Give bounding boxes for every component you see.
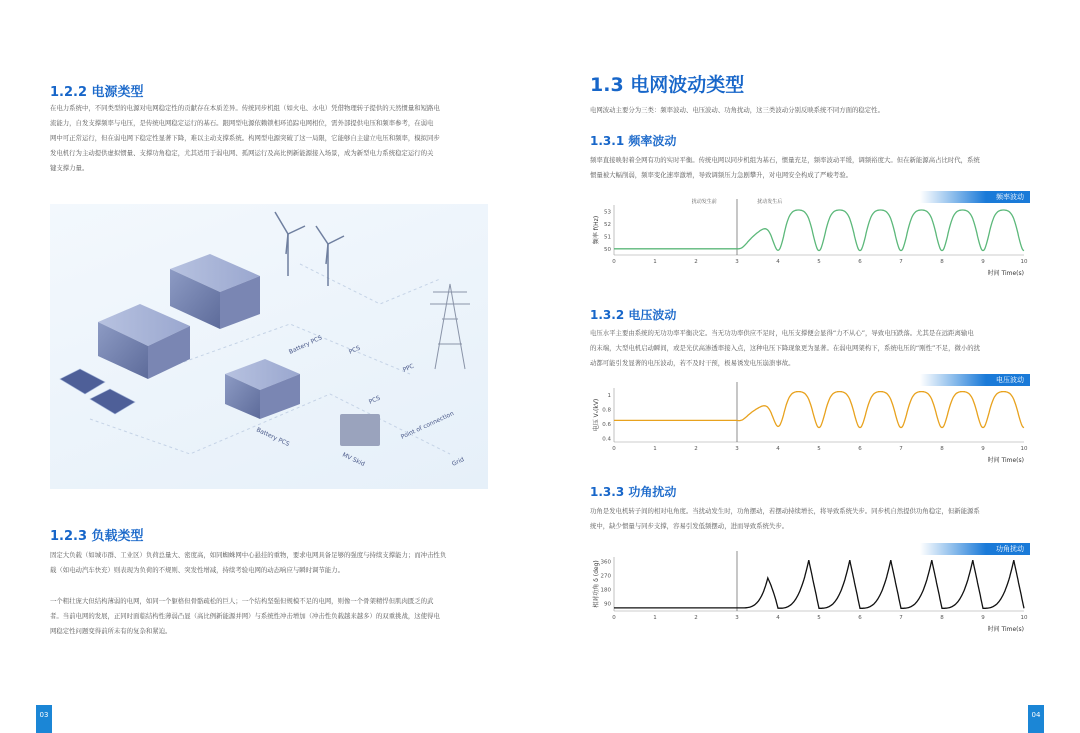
y-tick-label: 360: [600, 559, 611, 566]
x-tick-label: 10: [1020, 615, 1028, 621]
x-tick-label: 5: [817, 259, 821, 265]
x-tick-label: 8: [940, 446, 944, 452]
x-tick-label: 1: [653, 615, 657, 621]
y-tick-label: 1: [607, 393, 611, 400]
grid-fluctuation-intro: 电网波动主要分为三类：频率波动、电压波动、功角扰动，这三类波动分别反映系统不同方面的稳定性。: [590, 106, 884, 114]
x-tick-label: 7: [899, 259, 903, 265]
y-tick-label: 0.8: [602, 407, 611, 414]
x-tick-label: 4: [776, 259, 780, 265]
x-tick-label: 3: [735, 615, 739, 621]
section-title-grid-fluctuation: 1.3 电网波动类型: [590, 74, 745, 96]
x-axis-label: 时间 Time(s): [987, 626, 1024, 633]
y-tick-label: 0.6: [602, 422, 611, 428]
x-tick-label: 0: [612, 259, 616, 265]
x-tick-label: 7: [899, 446, 903, 452]
x-tick-label: 3: [735, 259, 739, 265]
x-tick-label: 8: [940, 615, 944, 621]
x-tick-label: 6: [858, 446, 862, 452]
power-types-paragraph: 在电力系统中，不同类型的电源对电网稳定性的贡献存在本质差异。传统同步机组（如火电、水电）凭借物理转子提供的天然惯量和短路电 流能力，自发支撑频率与电压，是传统电网稳定运行的基石。跟网型电源依赖锁相环追踪电网相位，需外部提供电压和频率参考，在弱电 网中可正常运行，但在弱电网下稳定性显著下降，难以主动支撑系统。构网型电源突破了这一局限，它能够自主建立电压和频率，模拟同步 发电机行为主动提供虚拟惯量、支撑功角稳定，尤其适用于弱电网、孤网运行及高比例新能源接入场景，成为新型电力系统稳定运行的关 键支撑力量。: [50, 104, 440, 172]
x-axis-label: 时间 Time(s): [987, 270, 1024, 277]
x-tick-label: 7: [899, 615, 903, 621]
solar-panel-icon: [60, 369, 135, 414]
power-angle-chart: [590, 543, 1030, 643]
section-title-frequency: 1.3.1 频率波动: [590, 134, 677, 148]
y-tick-label: 270: [600, 573, 611, 580]
y-tick-label: 53: [604, 209, 611, 216]
voltage-paragraph: 电压水平主要由系统的无功功率平衡决定。当无功功率供应不足时，电压支撑便会显得“力不从心”，导致电压跌落。尤其是在远距离输电 的末端，大型电机启动瞬间，或是光伏高渗透率接入点，这种电压下降现象更为显著。在弱电网架构下，系统电压的“刚性”不足，微小的扰 动都可能引发显著的电压波动，若不及时干预，极易诱发电压崩溃事故。: [590, 329, 981, 367]
x-tick-label: 10: [1020, 259, 1028, 265]
y-tick-label: 180: [600, 587, 611, 594]
y-axis-label: 电压 Vₛ(kV): [593, 398, 600, 432]
section-title-voltage: 1.3.2 电压波动: [590, 308, 677, 322]
x-tick-label: 2: [694, 446, 698, 452]
x-tick-label: 5: [817, 446, 821, 452]
x-tick-label: 9: [981, 259, 985, 265]
label-battery-pcs-1: Battery PCS: [255, 426, 291, 448]
x-tick-label: 6: [858, 615, 862, 621]
energy-system-illustration: [50, 204, 488, 489]
x-tick-label: 6: [858, 259, 862, 265]
label-poc: Point of connection: [399, 410, 456, 441]
y-tick-label: 50: [604, 246, 611, 253]
label-pcs-2: PCS: [347, 344, 362, 356]
chart-badge: 电压波动: [920, 374, 1030, 386]
frequency-paragraph: 频率直接映射着全网有功的实时平衡。传统电网以同步机组为基石，惯量充足，频率波动平缓，调频裕度大。但在新能源高占比时代，系统 惯量被大幅削弱，频率变化速率激增，导致调频压力急剧攀升，对电网安全构成了严峻考验。: [590, 156, 980, 179]
label-mv-skid: MV Skid: [341, 451, 366, 468]
x-tick-label: 8: [940, 259, 944, 265]
annotation-after: 扰动发生后: [757, 199, 783, 205]
x-tick-label: 0: [612, 615, 616, 621]
series-line: [614, 210, 1024, 251]
x-tick-label: 9: [981, 615, 985, 621]
x-tick-label: 4: [776, 446, 780, 452]
annotation-before: 扰动发生前: [691, 199, 717, 205]
label-pcs-1: PCS: [367, 394, 382, 406]
page-number-right: 04: [1028, 705, 1044, 733]
x-axis-label: 时间 Time(s): [987, 457, 1024, 464]
chart-badge: 频率波动: [920, 191, 1030, 203]
load-types-paragraph-1: 固定大负载（如城市群、工业区）负荷总量大、密度高，如同蜘蛛网中心悬挂的重物，要求电网具备足够的强度与持续支撑能力；而冲击性负 载（如电动汽车快充）则表现为负荷的不规则、突发性增减，持续考验电网的动态响应与瞬时调节能力。: [50, 551, 447, 574]
transmission-tower-icon: [430, 284, 470, 369]
y-tick-label: 90: [604, 601, 611, 608]
y-axis-label: 频率 f(Hz): [593, 215, 600, 245]
chart-badge: 功角扰动: [920, 543, 1030, 555]
section-title-power-angle: 1.3.3 功角扰动: [590, 485, 677, 499]
x-tick-label: 4: [776, 615, 780, 621]
x-tick-label: 10: [1020, 446, 1028, 452]
label-ppc: PPC: [401, 362, 416, 374]
x-tick-label: 2: [694, 615, 698, 621]
y-tick-label: 51: [604, 234, 611, 241]
x-tick-label: 3: [735, 446, 739, 452]
y-axis-label: 相对功角 δ (deg): [593, 560, 600, 608]
wind-turbine-icon: [275, 212, 344, 286]
page-number-left: 03: [36, 705, 52, 733]
voltage-chart: [590, 374, 1030, 474]
x-tick-label: 1: [653, 446, 657, 452]
power-angle-paragraph: 功角是发电机转子间的相对电角度。当扰动发生时，功角摆动，若摆动持续增长，将导致系统失步。同步机自然提供功角稳定，但新能源系 统中，缺少惯量与同步支撑，容易引发低频摆动，进而导致系统失步。: [590, 507, 980, 530]
series-line: [614, 392, 1024, 428]
y-tick-label: 0.4: [602, 436, 611, 443]
frequency-chart: [590, 191, 1030, 287]
label-grid: Grid: [450, 456, 466, 468]
battery-container-icon: [98, 254, 300, 419]
transformer-icon: [340, 414, 380, 446]
x-tick-label: 0: [612, 446, 616, 452]
series-line: [614, 560, 1024, 608]
x-tick-label: 9: [981, 446, 985, 452]
load-types-paragraph-2: 一个粗壮庞大但结构薄弱的电网，如同一个躯格但骨骼疏松的巨人；一个结构坚强但规模不足的电网，则像一个骨架精悍但肌肉匮乏的武 者。当前电网的发展，正同时面临结构性薄弱凸显（高比例新能源并网）与系统性冲击增加（冲击性负载越来越多）的双重挑战，这使得电 网稳定性问题变得前所未有的复杂和紧迫。: [50, 597, 440, 635]
x-tick-label: 2: [694, 259, 698, 265]
label-battery-pcs-2: Battery PCS: [287, 334, 324, 356]
x-tick-label: 5: [817, 615, 821, 621]
y-tick-label: 52: [604, 221, 611, 228]
section-title-load-types: 1.2.3 负载类型: [50, 529, 144, 544]
section-title-power-types: 1.2.2 电源类型: [50, 85, 144, 100]
x-tick-label: 1: [653, 259, 657, 265]
